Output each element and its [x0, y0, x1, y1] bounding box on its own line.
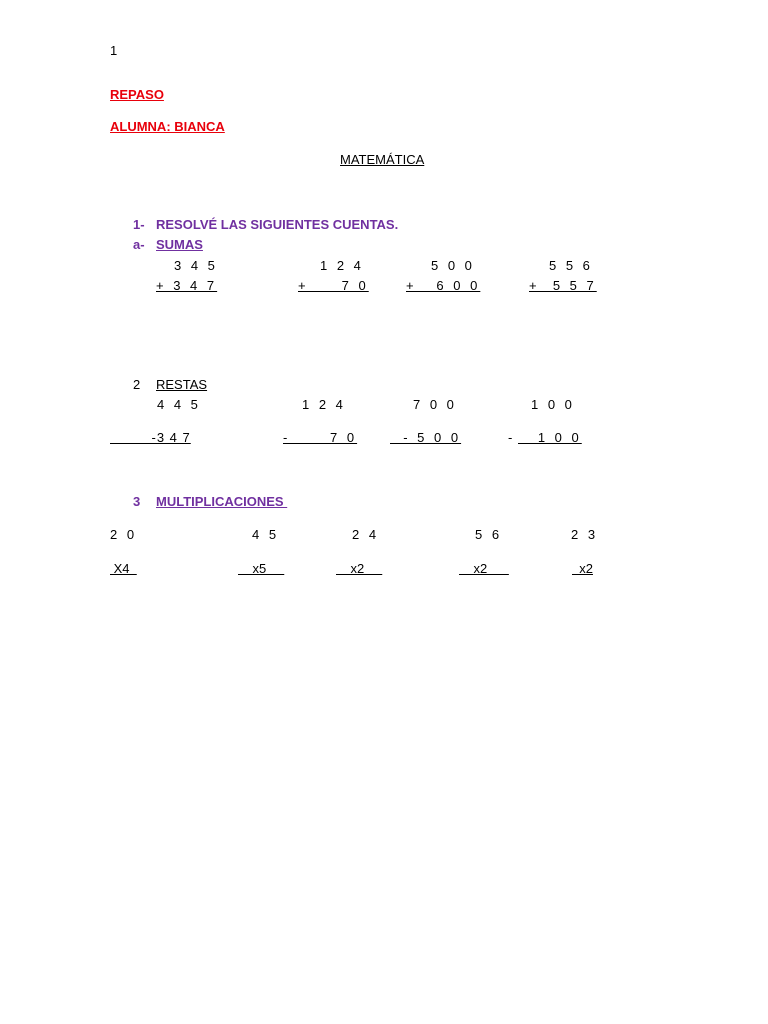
mult-4-bottom: x2 [459, 561, 509, 576]
mult-5-top: 2 3 [571, 527, 599, 542]
restas-title: RESTAS [156, 377, 208, 392]
mult-1-bottom: X4 [110, 561, 137, 576]
mult-5-bottom: x2 [572, 561, 593, 576]
section1-title: RESOLVÉ LAS SIGUIENTES CUENTAS. [156, 217, 399, 232]
resta-4-minus: - [508, 430, 513, 445]
suma-4-top: 5 5 6 [549, 258, 593, 273]
suma-2-top: 1 2 4 [320, 258, 364, 273]
section1-number: 1- [133, 217, 145, 232]
resta-4-top: 1 0 0 [531, 397, 575, 412]
resta-4-bottom: 1 0 0 [518, 430, 582, 445]
section2-number: 2 [133, 377, 141, 392]
mult-2-top: 4 5 [252, 527, 280, 542]
mult-1-top: 2 0 [110, 527, 138, 542]
resta-1-top: 4 4 5 [157, 397, 201, 412]
repaso-heading: REPASO [110, 87, 164, 102]
suma-2-bottom: + 7 0 [298, 278, 369, 293]
resta-2-top: 1 2 4 [302, 397, 346, 412]
resta-2-bottom: - 7 0 [283, 430, 358, 445]
subject-title: MATEMÁTICA [340, 152, 425, 167]
sumas-title: SUMAS [156, 237, 203, 252]
page-number: 1 [110, 43, 118, 58]
mult-4-top: 5 6 [475, 527, 503, 542]
section3-number: 3 [133, 494, 141, 509]
suma-1-bottom: + 3 4 7 [156, 278, 218, 293]
multiplicaciones-title: MULTIPLICACIONES [156, 494, 288, 509]
resta-1-bottom: -3 4 7 [110, 430, 191, 445]
resta-3-bottom: - 5 0 0 [390, 430, 462, 445]
resta-3-top: 7 0 0 [413, 397, 457, 412]
section1-sub-letter: a- [133, 237, 145, 252]
mult-3-bottom: x2 [336, 561, 383, 576]
suma-4-bottom: + 5 5 7 [529, 278, 597, 293]
mult-3-top: 2 4 [352, 527, 380, 542]
mult-2-bottom: x5 [238, 561, 285, 576]
suma-3-top: 5 0 0 [431, 258, 475, 273]
student-name: ALUMNA: BIANCA [110, 119, 225, 134]
suma-3-bottom: + 6 0 0 [406, 278, 481, 293]
suma-1-top: 3 4 5 [174, 258, 218, 273]
